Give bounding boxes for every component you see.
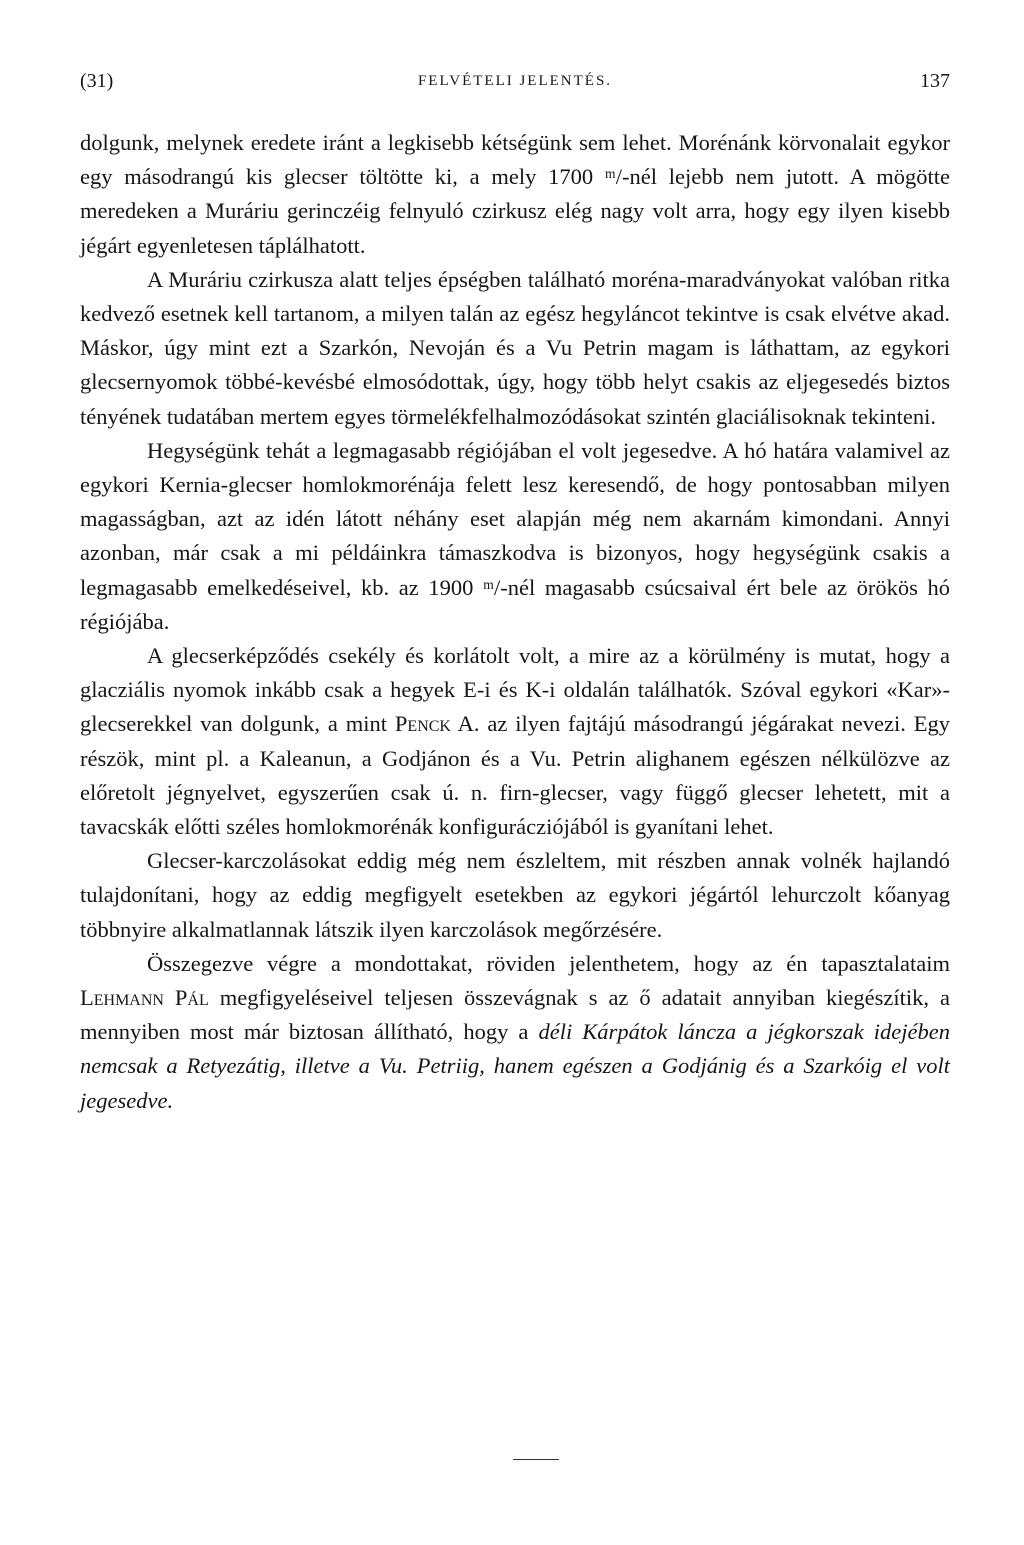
paragraph-2: A Muráriu czirkusza alatt teljes épségben található moréna-maradványokat valóban ritka kedvező esetnek kell tartanom, a milyen talán az egész hegyláncot tekintve is csak elvétve akad. Máskor, úgy mint ezt a Szarkón, Nevoján és a Vu Petrin magam is láthattam, az egykori glecsernyomok többé-kevésbé elmosódottak, úgy, hogy több helyt csakis az eljegesedés biztos tényének tudatában mertem egyes törmelékfelhalmozódásokat szintén glaciálisoknak tekinteni. [80,266,950,429]
author-name-lehmann: Lehmann Pál [80,985,209,1011]
paragraph-4-part-a: A glecserképződés csekély és korlátolt volt, a mire az a körülmény is mutat, hogy a glacziális nyomok inkább csak a hegyek E-i és K-i oldalán találhatók. Szóval egykori «Kar»-glecserekkel van dolgunk, a mint [80,643,950,737]
running-title: FELVÉTELI JELENTÉS. [417,73,613,89]
body-text [80,126,950,1118]
author-name-penck: Penck A. [394,711,480,737]
paragraph-6-part-b: megfigyeléseivel teljesen összevágnak s az ő adatait annyiban kiegészítik, a mennyiben most már biztosan állítható, hogy a [80,985,950,1045]
paragraph-5: Glecser-karczolásokat eddig még nem észleltem, mit részben annak volnék hajlandó tulajdonítani, hogy az eddig megfigyelt esetekben az egykori jégártól lehurczolt kőanyag többnyire alkalmatlannak látszik ilyen karczolások megőrzésére. [80,848,950,942]
page-number: 137 [920,70,950,92]
paragraph-6 [80,947,950,1118]
paragraph-4-part-b: az ilyen fajtájú másodrangú jégárakat nevezi. Egy részök, mint pl. a Kaleanun, a Godjánon és a Vu. Petrin alighanem egészen nélkülözve az előretolt jégnyelvet, egyszerűen csak ú. n. firn-glecser, vagy függő glecser lehetett, mit a tavacskák előtti széles homlokmorénák konfigurácziójából is gyanítani lehet. [80,711,951,840]
running-header [80,70,950,106]
paragraph-3: Hegységünk tehát a legmagasabb régiójában el volt jegesedve. A hó határa valamivel az egykori Kernia-glecser homlokmorénája felett lesz keresendő, de hogy pontosabban milyen magasságban, azt az idén látott néhány eset alapján még nem akarnám kimondani. Annyi azonban, már csak a mi példáinkra támaszkodva is bizonyos, hogy hegységünk csakis a legmagasabb emelkedéseivel, kb. az 1900 ᵐ/-nél magasabb csúcsaival ért bele az örökös hó régiójába. [80,437,950,634]
paragraph-6-italic-conclusion: déli Kárpátok láncza a jégkorszak idejében nemcsak a Retyezátig, illetve a Vu. Petriig, hanem egészen a Godjánig és a Szarkóig el volt jegesedve. [80,1019,950,1113]
paragraph-6-part-a: Összegezve végre a mondottakat, röviden jelenthetem, hogy az én tapasztalataim [147,950,950,976]
paragraph-4 [80,639,950,844]
end-rule [513,1459,559,1460]
section-number: (31) [80,70,114,92]
paragraph-1: dolgunk, melynek eredete iránt a legkisebb kétségünk sem lehet. Morénánk körvonalait egykor egy másodrangú kis glecser töltötte ki, a mely 1700 ᵐ/-nél lejebb nem jutott. A mögötte meredeken a Muráriu gerinczéig felnyuló czirkusz elég nagy volt arra, hogy egy ilyen kisebb jégárt egyenletesen táplálhatott. [80,130,950,258]
